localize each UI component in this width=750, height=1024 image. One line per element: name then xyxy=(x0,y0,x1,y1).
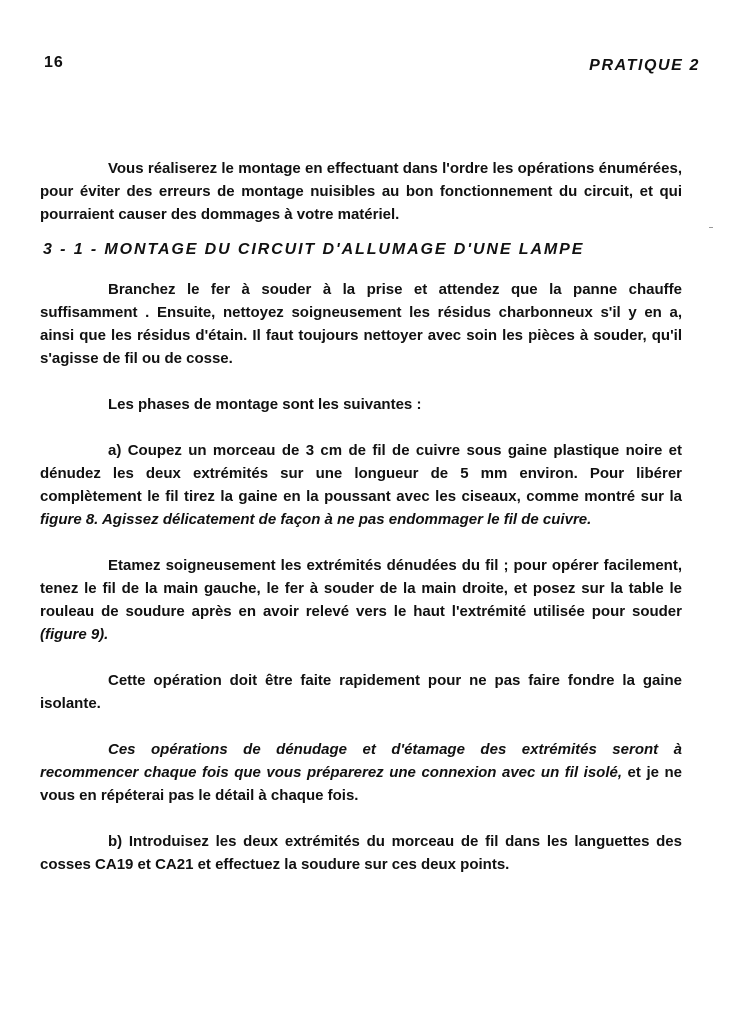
paragraph-soldering-iron: Branchez le fer à souder à la prise et attendez que la panne chauffe suffisamment . Ensuite, nettoyez soigneusement les résidus charbonneux s'il y en a, ainsi que les résidus d'étain. Il faut toujours nettoyer avec soin les pièces à souder, qu'il s'agisse de fil ou de cosse. xyxy=(40,281,682,367)
paragraph-repeat-note xyxy=(40,738,682,807)
step-a-emphasis: figure 8. Agissez délicatement de façon à ne pas endommager le fil de cuivre. xyxy=(40,511,592,528)
section-heading: 3 - 1 - MONTAGE DU CIRCUIT D'ALLUMAGE D'UNE LAMPE xyxy=(43,241,585,258)
repeat-note-emphasis: Ces opérations de dénudage et d'étamage des extrémités seront à recommencer chaque fois que vous préparerez une connexion avec un fil isolé, xyxy=(40,741,682,781)
tinning-text: Etamez soigneusement les extrémités dénudées du fil ; pour opérer facilement, tenez le fil de la main gauche, le fer à souder de la main droite, et posez sur la table le rouleau de soudure après en avoir relevé vers le haut l'extrémité utilisée pour souder xyxy=(40,557,682,620)
figure-9-reference: (figure 9). xyxy=(40,626,109,643)
page-number: 16 xyxy=(44,54,64,71)
paragraph-tinning xyxy=(40,554,682,646)
repeat-note-text: et je ne vous en répéterai pas le détail à chaque fois. xyxy=(40,764,683,804)
running-head: PRATIQUE 2 xyxy=(589,57,700,74)
page-body xyxy=(40,157,682,876)
scan-mark xyxy=(709,227,713,228)
intro-paragraph: Vous réaliserez le montage en effectuant dans l'ordre les opérations énumérées, pour éviter des erreurs de montage nuisibles au bon fonctionnement du circuit, et qui pourraient causer des dommages à votre matériel. xyxy=(40,160,682,223)
paragraph-step-b: b) Introduisez les deux extrémités du morceau de fil dans les languettes des cosses CA19 et CA21 et effectuez la soudure sur ces deux points. xyxy=(40,833,682,873)
paragraph-quick-operation: Cette opération doit être faite rapidement pour ne pas faire fondre la gaine isolante. xyxy=(40,672,682,712)
paragraph-step-a xyxy=(40,439,682,531)
step-a-text: a) Coupez un morceau de 3 cm de fil de cuivre sous gaine plastique noire et dénudez les deux extrémités sur une longueur de 5 mm environ. Pour libérer complètement le fil tirez la gaine en la poussant avec les ciseaux, comme montré sur la xyxy=(40,442,682,505)
paragraph-phases: Les phases de montage sont les suivantes : xyxy=(108,396,422,413)
